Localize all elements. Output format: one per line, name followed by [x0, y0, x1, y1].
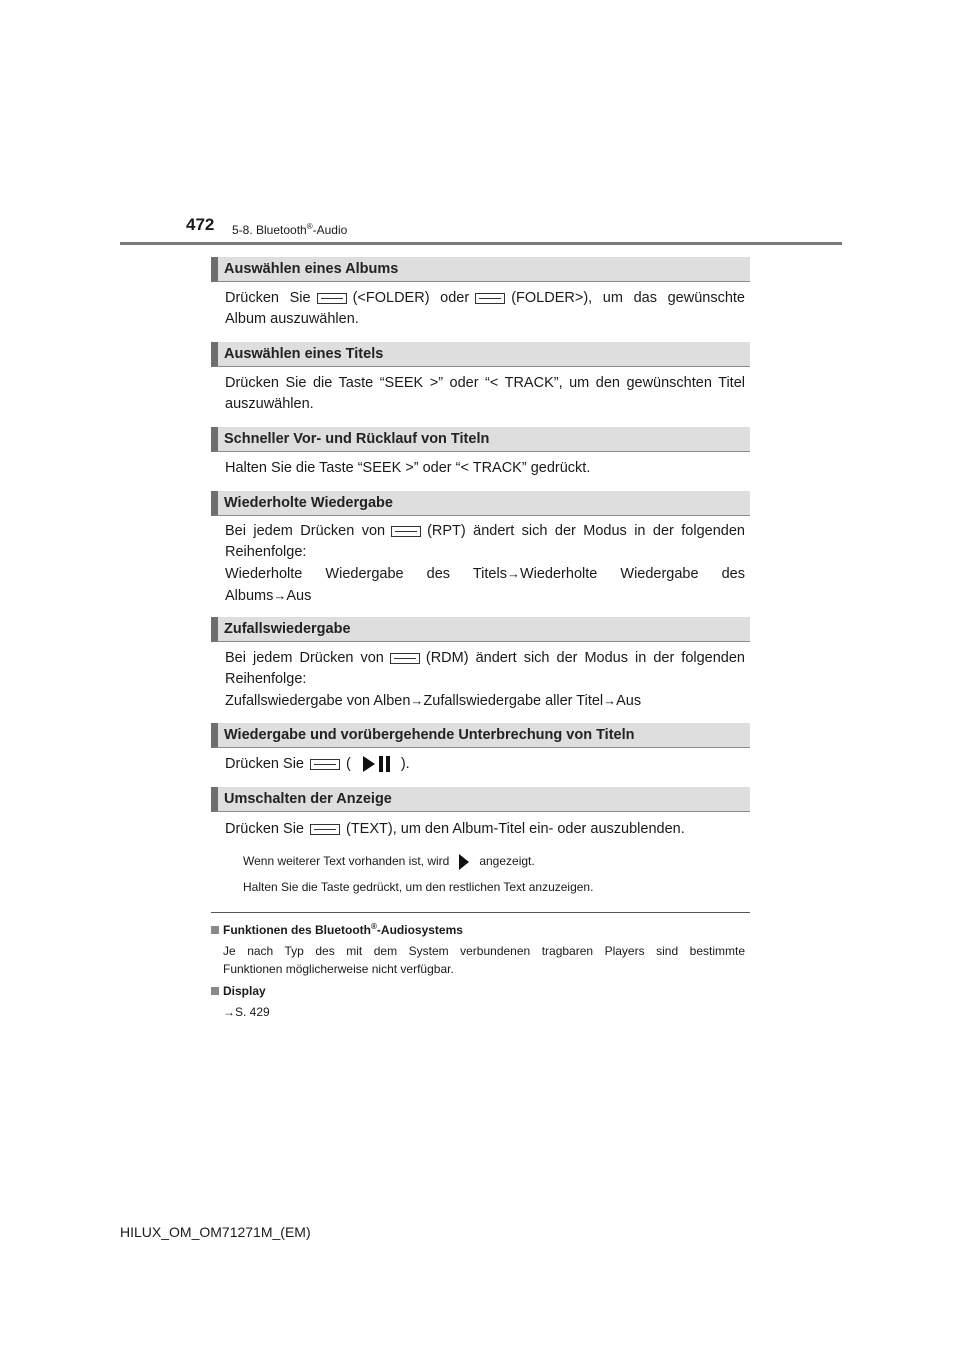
para-title [225, 373, 745, 415]
text: Bei jedem Drücken von [225, 650, 384, 666]
text: Funktionen des Bluetooth [223, 923, 371, 937]
registered-mark: ® [371, 922, 377, 931]
text: Display [223, 984, 266, 998]
arrow-icon: → [223, 1005, 235, 1019]
button-icon [310, 823, 340, 835]
text: Drücken Sie [225, 756, 304, 772]
para-album-line1 [225, 288, 745, 309]
text: angezeigt. [479, 854, 535, 869]
button-icon [475, 292, 505, 304]
header-rule [120, 242, 842, 245]
button-icon [390, 652, 420, 664]
text: Bei jedem Drücken von [225, 523, 386, 539]
text: Wiederholte Wiedergabe des [519, 566, 745, 582]
notes-rule [211, 912, 750, 913]
para-title-line1: Drücken Sie die Taste “SEEK >” oder “< TRACK”, um den gewünschten Titel [225, 375, 745, 391]
heading-random-text: Zufallswiedergabe [224, 621, 351, 637]
para-random-line1 [225, 648, 745, 669]
note-display-ref [223, 1003, 745, 1021]
para-album-line2: Album auszuwählen. [225, 311, 359, 327]
text: ). [400, 756, 410, 772]
heading-random [211, 617, 750, 642]
para-playpause-line1 [225, 754, 745, 775]
more-text-arrow-icon [451, 852, 477, 872]
heading-display [211, 787, 750, 812]
button-icon [310, 758, 340, 770]
arrow-icon: → [410, 693, 424, 708]
para-display [225, 819, 745, 840]
heading-seek [211, 427, 750, 452]
arrow-icon: → [506, 566, 520, 581]
text: Zufallswiedergabe von Alben [225, 693, 411, 709]
text: Drücken Sie [225, 290, 311, 306]
square-bullet-icon [211, 987, 219, 995]
text: -Audiosystems [376, 923, 463, 937]
text: Albums [225, 588, 274, 604]
arrow-icon: → [603, 693, 617, 708]
para-repeat-line3 [225, 563, 745, 585]
text: (RDM) ändert sich der Modus in der folgenden [425, 650, 745, 666]
text: Funktionen möglicherweise nicht verfügbar. [223, 962, 454, 976]
heading-album [211, 257, 750, 282]
note-bluetooth-title [211, 922, 463, 937]
heading-album-text: Auswählen eines Albums [224, 261, 399, 277]
arrow-icon: → [273, 588, 287, 603]
note-display-title [211, 984, 266, 998]
display-note-2: Halten Sie die Taste gedrückt, um den restlichen Text anzuzeigen. [243, 880, 594, 894]
text: (TEXT), um den Album-Titel ein- oder auszublenden. [345, 821, 685, 837]
text: Wiederholte Wiedergabe des Titels [225, 566, 507, 582]
play-pause-icon [357, 754, 395, 774]
button-icon [391, 525, 421, 537]
text: (RPT) ändert sich der Modus in der folgenden [427, 523, 745, 539]
section-label [232, 222, 347, 237]
heading-playpause [211, 723, 750, 748]
para-repeat-line2: Reihenfolge: [225, 544, 307, 560]
para-random [225, 648, 745, 712]
text: Zufallswiedergabe aller Titel [423, 693, 604, 709]
heading-repeat [211, 491, 750, 516]
text: Aus [616, 693, 642, 709]
text: Drücken Sie [225, 821, 304, 837]
text: ( [345, 756, 351, 772]
text: Wenn weiterer Text vorhanden ist, wird [243, 854, 450, 869]
para-repeat-line1 [225, 521, 745, 542]
display-note-1 [243, 852, 535, 872]
text: (FOLDER>), um das gewünschte [511, 290, 745, 306]
note-bluetooth-text [223, 942, 745, 978]
heading-seek-text: Schneller Vor- und Rücklauf von Titeln [224, 431, 490, 447]
heading-playpause-text: Wiedergabe und vorübergehende Unterbrechung von Titeln [224, 727, 635, 743]
para-seek-line1: Halten Sie die Taste “SEEK >” oder “< TRACK” gedrückt. [225, 460, 591, 476]
page-number: 472 [186, 215, 215, 234]
heading-title-text: Auswählen eines Titels [224, 346, 384, 362]
text: Je nach Typ des mit dem System verbundenen tragbaren Players sind bestimmte [223, 944, 745, 958]
para-random-line3 [225, 690, 745, 712]
button-icon [317, 292, 347, 304]
section-prefix: 5-8. Bluetooth [232, 223, 307, 237]
para-playpause [225, 754, 745, 775]
heading-repeat-text: Wiederholte Wiedergabe [224, 495, 393, 511]
para-random-line2: Reihenfolge: [225, 671, 307, 687]
section-registered-mark: ® [306, 222, 313, 231]
heading-title [211, 342, 750, 367]
para-display-line1 [225, 819, 745, 840]
section-suffix: -Audio [312, 223, 348, 237]
para-album [225, 288, 745, 330]
footer-code: HILUX_OM_OM71271M_(EM) [120, 1224, 311, 1240]
para-repeat [225, 521, 745, 607]
para-seek [225, 458, 745, 479]
page-reference-link[interactable]: S. 429 [235, 1005, 270, 1019]
para-title-line2: auszuwählen. [225, 396, 314, 412]
heading-display-text: Umschalten der Anzeige [224, 791, 392, 807]
text: (<FOLDER) oder [352, 290, 470, 306]
para-repeat-line4 [225, 585, 745, 607]
square-bullet-icon [211, 926, 219, 934]
text: Aus [286, 588, 312, 604]
